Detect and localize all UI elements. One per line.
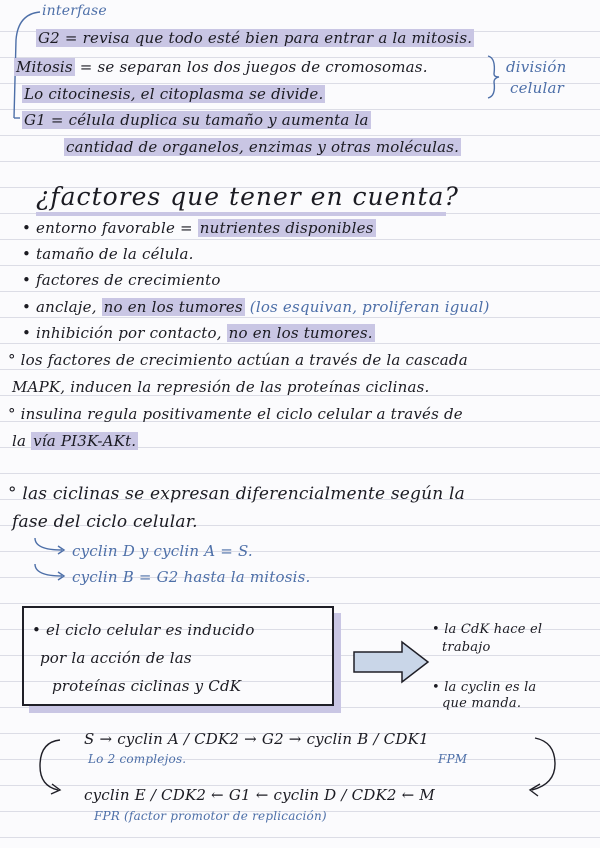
g2-text: G2 = revisa que todo esté bien para entrar a la mitosis. xyxy=(38,29,473,47)
hook-arrow-1 xyxy=(32,536,72,558)
ciclinas-text-1: las ciclinas se expresan diferencialmente según la xyxy=(22,484,465,504)
cycle-s: S xyxy=(84,730,95,748)
factor-item-2: • tamaño de la célula. xyxy=(22,245,194,263)
cycle-row-2: cyclin E / CDK2 ← G1 ← cyclin D / CDK2 ← M xyxy=(84,786,435,804)
factor-item-4: • anclaje, no en los tumores (los esquivan, proliferan igual) xyxy=(22,298,490,316)
cycle-g1: G1 xyxy=(228,786,251,804)
factores-title: ¿factores que tener en cuenta? xyxy=(36,182,459,211)
cycle-b-cdk1: cyclin B / CDK1 xyxy=(306,730,429,748)
division-celular-1: división xyxy=(506,58,567,76)
block-arrow xyxy=(352,640,432,684)
side-cdk-2: trabajo xyxy=(442,640,491,655)
factor-item-4-hl: no en los tumores xyxy=(103,298,243,316)
factor-item-1-hl: nutrientes disponibles xyxy=(199,219,374,237)
factor-item-4-pre: anclaje, xyxy=(36,298,102,316)
g1-text-b: cantidad de organelos, enzimas y otras moléculas. xyxy=(66,138,460,156)
insulina-text-1: insulina regula positivamente el ciclo celular a través de xyxy=(20,405,463,423)
factor-item-4-note: (los esquivan, proliferan igual) xyxy=(249,298,490,316)
side-cdk-text-1: la CdK hace el xyxy=(444,622,543,637)
factor-item-3: • factores de crecimiento xyxy=(22,271,221,289)
side-cdk-1: • la CdK hace el xyxy=(432,622,543,637)
mitosis-term: Mitosis xyxy=(16,58,73,76)
fpm-note: FPM xyxy=(438,752,468,766)
fpr-note: FPR (factor promotor de replicación) xyxy=(94,809,327,823)
insulina-line-1: ° insulina regula positivamente el ciclo celular a través de xyxy=(8,405,463,423)
factor-item-5-pre: inhibición por contacto, xyxy=(36,324,227,342)
cycle-e-cdk2: cyclin E / CDK2 xyxy=(84,786,207,804)
g2-line xyxy=(36,28,474,48)
insulina-text-2-pre: la xyxy=(12,432,32,450)
side-cyclin-1: • la cyclin es la xyxy=(432,680,537,695)
cyclin-da-line: cyclin D y cyclin A = S. xyxy=(72,542,253,560)
cycle-a-cdk2: cyclin A / CDK2 xyxy=(117,730,240,748)
side-cyclin-2: que manda. xyxy=(442,696,522,711)
ciclinas-line-2: fase del ciclo celular. xyxy=(12,512,198,532)
division-brace xyxy=(484,54,504,100)
insulina-line-2 xyxy=(12,431,138,451)
cycle-g2: G2 xyxy=(261,730,284,748)
mapk-text-1: los factores de crecimiento actúan a través de la cascada xyxy=(20,351,468,369)
ciclinas-line-1: ° las ciclinas se expresan diferencialmente según la xyxy=(8,484,465,504)
citocinesis-text: Lo citocinesis, el citoplasma se divide. xyxy=(24,85,324,103)
cyclin-b-line: cyclin B = G2 hasta la mitosis. xyxy=(72,568,311,586)
g1-line-a xyxy=(22,110,371,130)
hook-arrow-2 xyxy=(32,562,72,584)
mapk-line-2: MAPK, inducen la represión de las proteínas ciclinas. xyxy=(12,378,430,396)
g1-text-a: G1 = célula duplica su tamaño y aumenta la xyxy=(24,111,369,129)
division-celular-2: celular xyxy=(510,79,565,97)
mitosis-line xyxy=(14,57,428,77)
mapk-line-1: ° los factores de crecimiento actúan a través de la cascada xyxy=(8,351,468,369)
cycle-m: M xyxy=(419,786,435,804)
g1-line-b xyxy=(64,137,461,157)
box-line-2: por la acción de las xyxy=(40,649,192,667)
factor-item-5-hl: no en los tumores. xyxy=(228,324,373,342)
complejos-note: Lo 2 complejos. xyxy=(88,752,187,766)
cycle-d-cdk2: cyclin D / CDK2 xyxy=(273,786,397,804)
box-line-1: • el ciclo celular es inducido xyxy=(32,621,255,639)
box-line-3: proteínas ciclinas y CdK xyxy=(52,677,242,695)
insulina-text-2-hl: vía PI3K-AKt. xyxy=(33,432,137,450)
citocinesis-line xyxy=(22,84,325,104)
side-cyclin-text-1: la cyclin es la xyxy=(444,680,537,695)
factor-item-5: • inhibición por contacto, no en los tumores. xyxy=(22,324,373,342)
box-text-1: el ciclo celular es inducido xyxy=(46,621,255,639)
factor-item-2-text: tamaño de la célula. xyxy=(36,245,194,263)
interfase-label: interfase xyxy=(42,3,107,19)
cycle-row-1: S → cyclin A / CDK2 → G2 → cyclin B / CDK1 xyxy=(84,730,429,748)
mitosis-text: = se separan los dos juegos de cromosomas. xyxy=(74,58,428,76)
factor-item-1-pre: entorno favorable = xyxy=(36,219,198,237)
factor-item-3-text: factores de crecimiento xyxy=(36,271,221,289)
factor-item-1: • entorno favorable = nutrientes disponibles xyxy=(22,219,374,237)
